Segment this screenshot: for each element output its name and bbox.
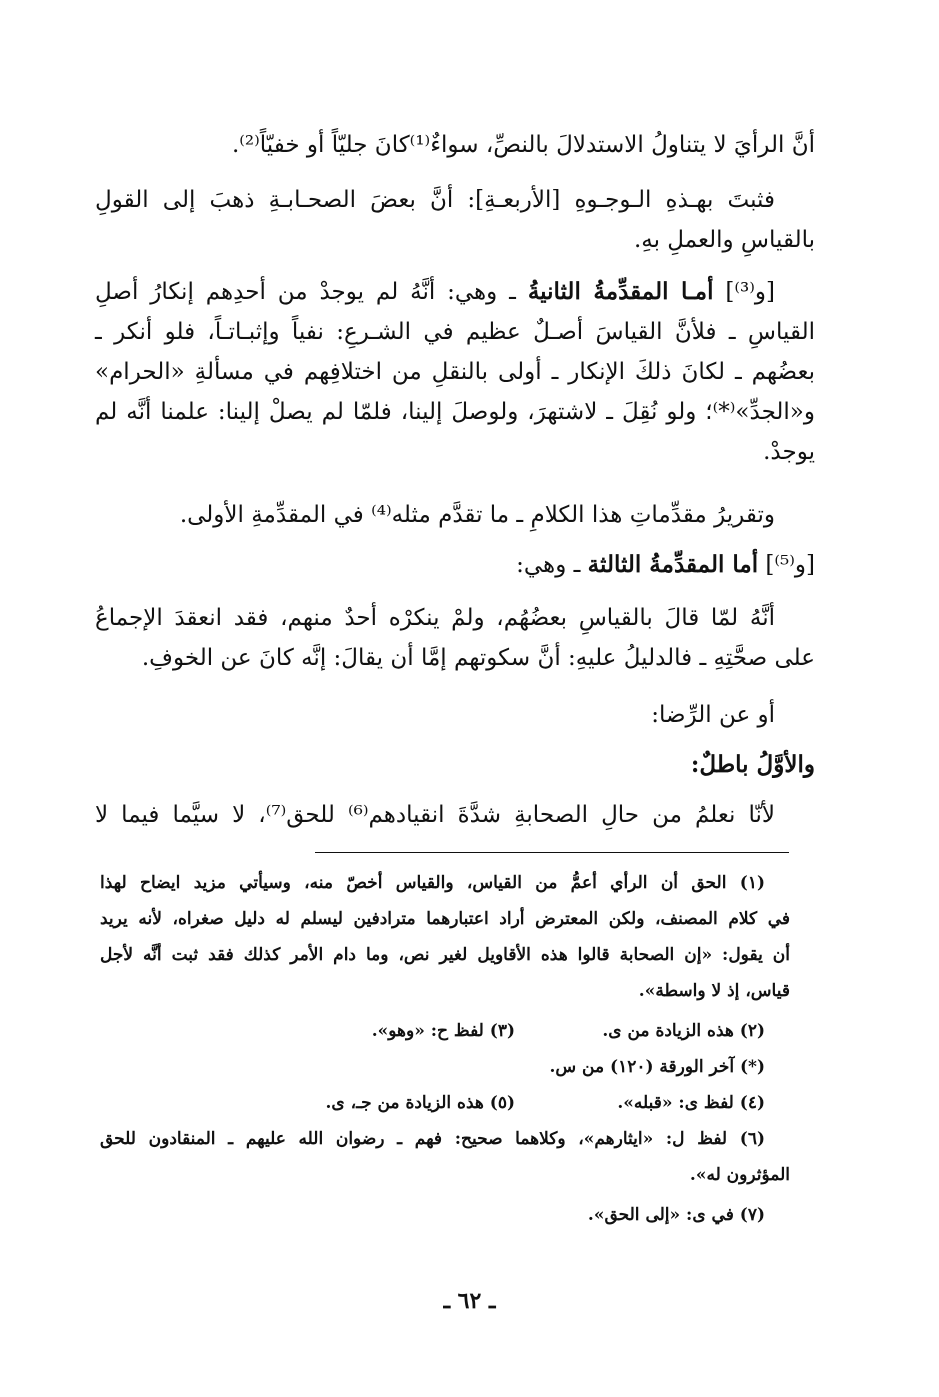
footnote-line: في كلام المصنف، ولكن المعترض أراد اعتبارهما مترادفين ليسلم له دليل صغراه، لأنه يريد: [100, 909, 790, 929]
main-text: [95, 180, 815, 260]
footnote-separator: [315, 852, 789, 853]
footnote: (*) آخر الورقة (١٢٠) من س.: [549, 1057, 765, 1077]
paragraph-line: أنَّهُ لمّا قالَ بالقياسِ بعضُهُم، ولمْ ينكرْه أحدٌ منهم، فقد انعقدَ الإجماعُ: [95, 605, 775, 631]
main-text: [95, 745, 815, 785]
footnote-line: (١) الحق أن الرأي أعمُّ من القياس، والقياس أخصّ منه، وسيأتي مزيد ايضاح لهذا: [100, 873, 765, 893]
footnote: (٥) هذه الزيادة من جـ، ى.: [325, 1093, 515, 1113]
paragraph-line: بالقياسِ والعملِ بهِ.: [633, 227, 815, 253]
section-heading: أمـا المقدِّمةُ الثانيةُ: [527, 278, 714, 305]
section-heading: أما المقدِّمةُ الثالثة: [587, 551, 759, 578]
paragraph-line: والأوَّلُ باطلٌ:: [690, 751, 815, 778]
main-text: [95, 272, 815, 472]
footnote: (٢) هذه الزيادة من ى.: [602, 1021, 765, 1041]
main-text: [95, 598, 815, 678]
footnote-row: [100, 1013, 790, 1049]
paragraph-line: بعضُهم ـ لكانَ ذلكَ الإنكار ـ أولى بالنقلِ من اختلافِهم في مسألةِ «الحرام»: [95, 359, 815, 385]
footnote-line: قياس، إذ لا واسطة».: [638, 981, 790, 1001]
footnote-line: أن يقول: «إن الصحابة قالوا هذه الأقاويل لغير نص، وما دام الأمر كذلك فقد ثبت أنَّه لأجل: [100, 945, 790, 965]
bracket-marker: [و⁽⁵⁾]: [765, 552, 815, 578]
paragraph-line: أنَّ الرأيَ لا يتناولُ الاستدلالَ بالنصِّ، سواءٌ⁽¹⁾كانَ جليّاً أو خفيّاً⁽²⁾.: [231, 132, 815, 158]
paragraph-line: [95, 545, 815, 585]
main-text: [95, 795, 815, 835]
paragraph-line: لأنّا نعلمُ من حالِ الصحابةِ شدَّةَ انقيادهم⁽⁶⁾ للحق⁽⁷⁾، لا سيَّما فيما لا: [95, 802, 775, 828]
heading-continuation: ـ وهي: أنَّهُ لم يوجدْ من أحدِهم إنكارُ أصلِ: [95, 279, 516, 305]
paragraph-line: على صحَّتِهِ ـ فالدليلُ عليهِ: أنَّ سكوتهم إمَّا أن يقالَ: إنَّه كانَ عن الخوفِ.: [141, 645, 815, 671]
paragraph-line: وتقريرُ مقدِّماتِ هذا الكلامِ ـ ما تقدَّم مثله⁽⁴⁾ في المقدِّمةِ الأولى.: [179, 502, 775, 528]
page-number: ـ ٦٢ ـ: [443, 1288, 496, 1314]
main-text: [95, 125, 815, 165]
main-text: [95, 695, 815, 735]
heading-continuation: ـ وهي:: [516, 552, 581, 578]
paragraph-line: يوجدْ.: [763, 439, 815, 465]
paragraph-line: و«الجدِّ»⁽*⁾؛ ولو نُقِلَ ـ لاشتهرَ، ولوصلَ إلينا، فلمّا لم يصلْ إلينا: علمنا أنَّه لم: [95, 399, 815, 425]
footnotes: [100, 865, 790, 1233]
footnote-line: (٦) لفظ ل: «ايثارهم»، وكلاهما صحيح: فهم ـ رضوان الله عليهم ـ المنقادون للحق: [100, 1129, 765, 1149]
footnote: (٤) لفظ ى: «قبله».: [617, 1093, 765, 1113]
paragraph-line: فثبتَ بهـذهِ الـوجـوهِ [الأربعـةِ]: أنَّ بعضَ الصحـابـةِ ذهبَ إلى القولِ: [95, 187, 775, 213]
footnote-row: [100, 1085, 790, 1121]
footnote: (٧) في ى: «إلى الحق».: [587, 1205, 765, 1225]
paragraph-line: أو عن الرِّضا:: [651, 702, 775, 728]
footnote: (٣) لفظ ح: «وهو».: [371, 1021, 515, 1041]
paragraph-line: القياسِ ـ فلأنَّ القياسَ أصـلٌ عظيم في الشـرعِ: نفياً وإثبـاتـاً، فلو أنكر ـ: [95, 319, 815, 345]
paragraph-line: [95, 272, 815, 312]
main-text: [95, 495, 815, 535]
bracket-marker: [و⁽³⁾]: [725, 279, 775, 305]
footnote-line: المؤثرون له».: [689, 1165, 790, 1185]
main-text: [95, 545, 815, 585]
